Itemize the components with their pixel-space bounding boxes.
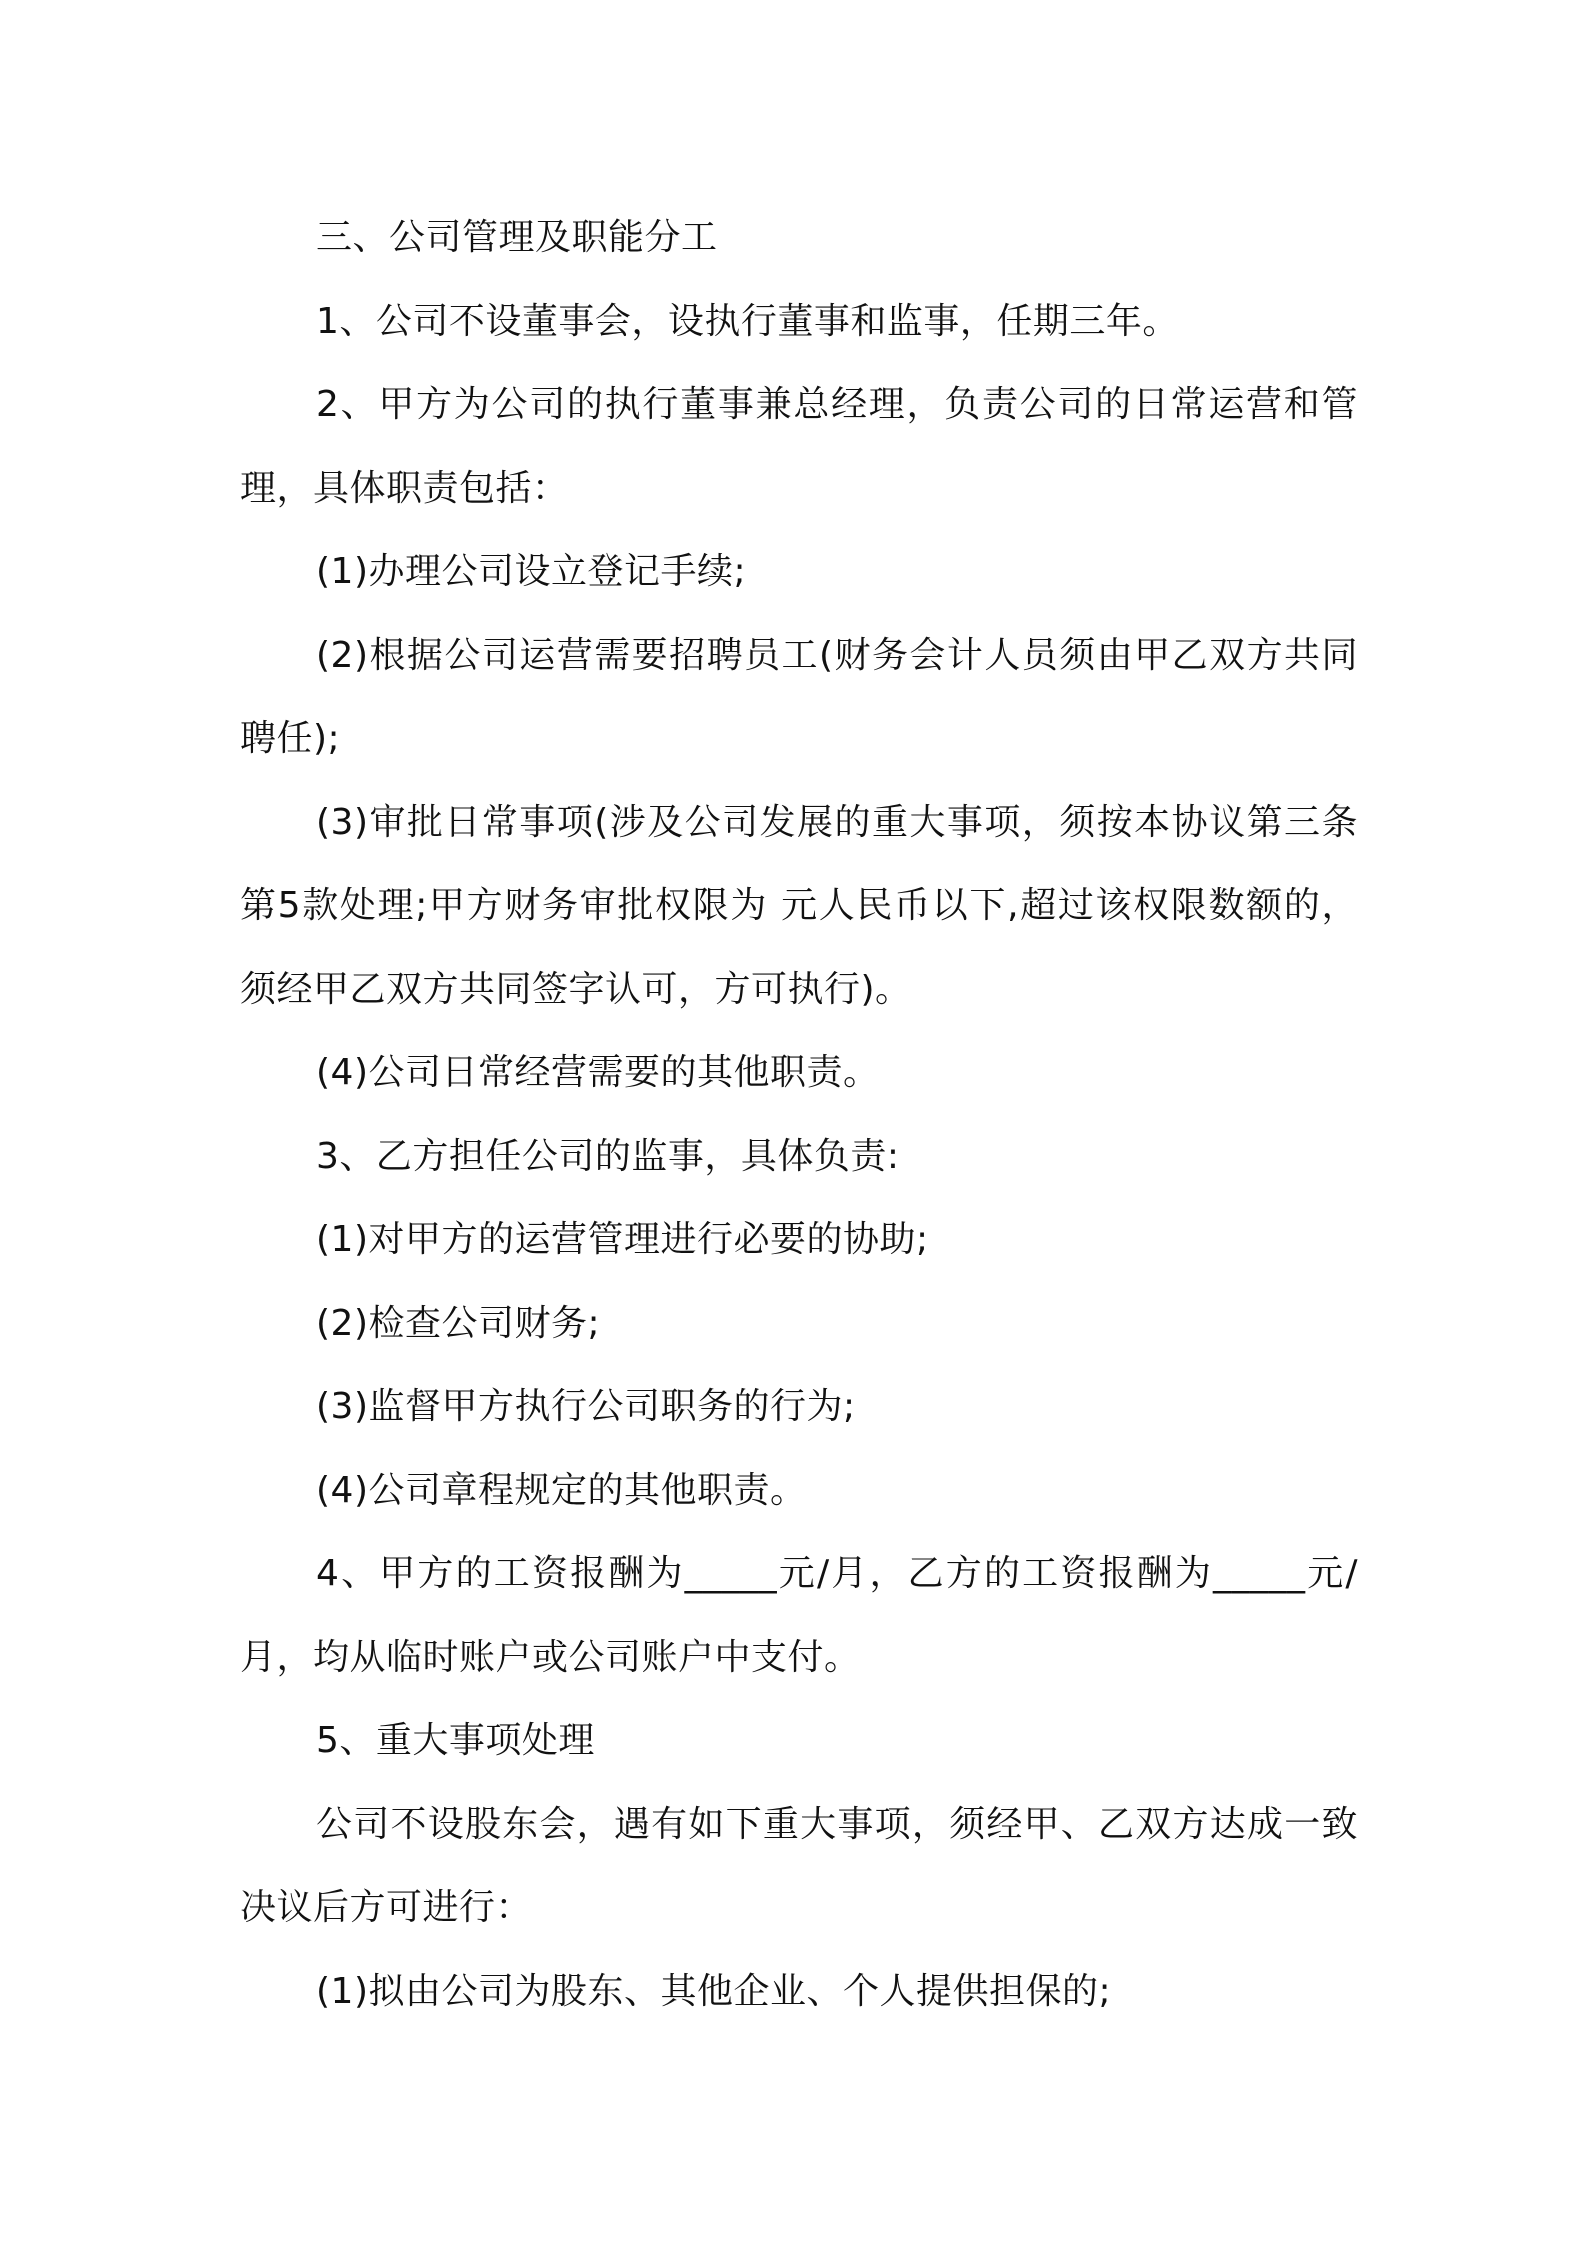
paragraph-2: 2、甲方为公司的执行董事兼总经理，负责公司的日常运营和管理，具体职责包括： <box>240 384 1358 509</box>
paragraph-3-item-1: (1)对甲方的运营管理进行必要的协助; <box>316 1219 929 1260</box>
paragraph-2-item-3: (3)审批日常事项(涉及公司发展的重大事项，须按本协议第三条第5款处理;甲方财务审批权限为 元人民币以下,超过该权限数额的，须经甲乙双方共同签字认可，方可执行)。 <box>240 801 1358 1010</box>
paragraph-5-item-1: (1)拟由公司为股东、其他企业、个人提供担保的; <box>316 1970 1112 2012</box>
paragraph-5-body: 公司不设股东会，遇有如下重大事项，须经甲、乙双方达成一致决议后方可进行： <box>240 1803 1358 1928</box>
paragraph-2-item-2: (2)根据公司运营需要招聘员工(财务会计人员须由甲乙双方共同聘任); <box>240 634 1358 759</box>
paragraph-4: 4、甲方的工资报酬为_____元/月，乙方的工资报酬为_____元/月，均从临时账户或公司账户中支付。 <box>240 1553 1358 1678</box>
document-body <box>240 196 1358 2033</box>
paragraph-3-item-4: (4)公司章程规定的其他职责。 <box>316 1469 807 1511</box>
paragraph-3: 3、乙方担任公司的监事，具体负责: <box>316 1135 900 1177</box>
paragraph-1: 1、公司不设董事会，设执行董事和监事，任期三年。 <box>316 300 1179 342</box>
paragraph-5: 5、重大事项处理 <box>316 1720 595 1761</box>
paragraph-3-item-2: (2)检查公司财务; <box>316 1302 601 1344</box>
paragraph-2-item-4: (4)公司日常经营需要的其他职责。 <box>316 1052 880 1093</box>
paragraph-3-item-3: (3)监督甲方执行公司职务的行为; <box>316 1386 856 1427</box>
paragraph-2-item-1: (1)办理公司设立登记手续; <box>316 551 747 592</box>
section-heading: 三、公司管理及职能分工 <box>316 217 718 258</box>
